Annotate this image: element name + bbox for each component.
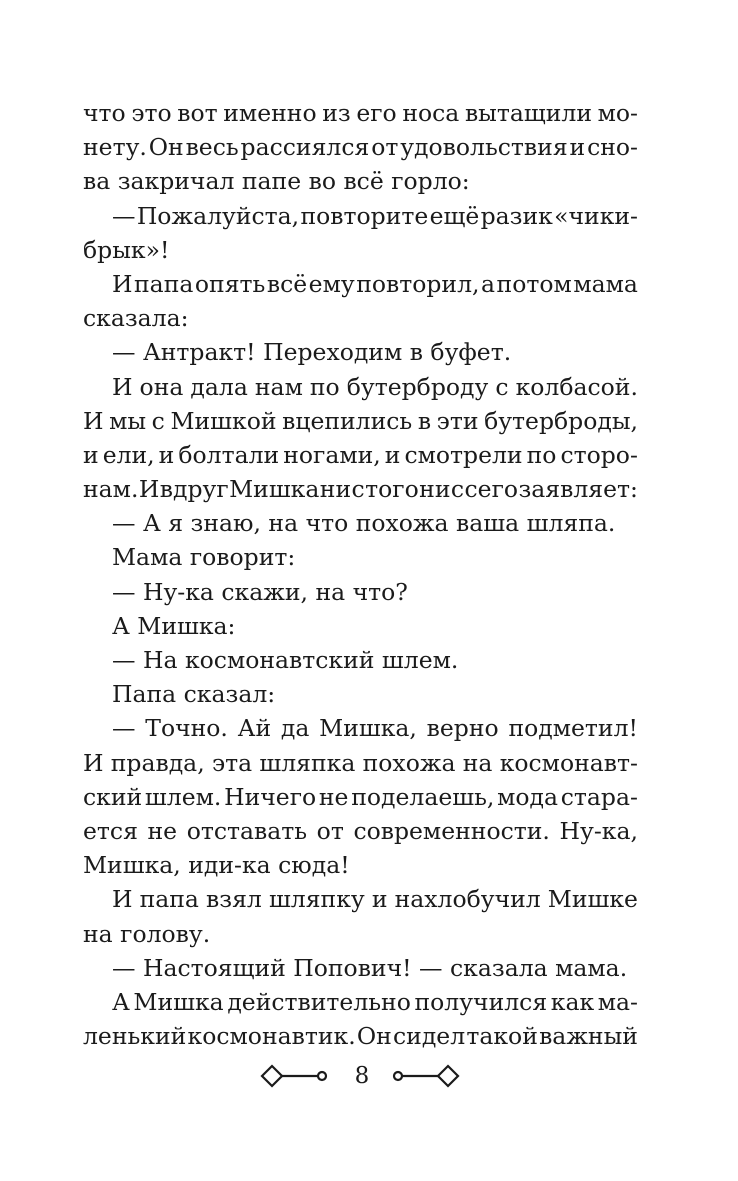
word: И — [138, 475, 160, 504]
text-line: Мама говорит: — [112, 543, 296, 572]
word: по — [309, 372, 340, 401]
text-line — [83, 746, 638, 780]
word: сего — [464, 475, 519, 504]
text-line: брык»! — [83, 235, 170, 264]
text-line — [83, 370, 638, 404]
text-line — [83, 130, 638, 164]
word: бутерброду — [346, 372, 489, 401]
word: от — [371, 133, 399, 162]
text-line: А Мишка: — [112, 611, 236, 640]
word: Точно. — [145, 714, 228, 743]
word: с — [351, 475, 365, 504]
text-line: — А я знаю, на что похожа ваша шляпа. — [112, 509, 616, 538]
word: похожа — [362, 748, 456, 777]
word: эта — [211, 748, 253, 777]
word: папа — [139, 885, 199, 914]
text-line: Мишка, иди-ка сюда! — [83, 851, 350, 880]
word: всё — [266, 269, 308, 298]
word: эти — [436, 406, 479, 435]
word: «чики- — [554, 201, 638, 230]
word: ма- — [597, 987, 638, 1016]
word: нахлобучил — [394, 885, 541, 914]
word: вдруг — [159, 475, 229, 504]
word: Пожалуйста, — [136, 201, 300, 230]
word: Он — [356, 1022, 392, 1051]
word: мода — [497, 782, 559, 811]
word: именно — [223, 99, 317, 127]
word: вцепились — [282, 406, 413, 435]
word: не — [147, 816, 178, 845]
word: удовольствия — [400, 133, 568, 162]
word: опять — [194, 269, 266, 298]
word: подметил! — [508, 714, 638, 743]
text-line — [83, 199, 638, 233]
word: а — [481, 269, 496, 298]
text-line: сказала: — [83, 304, 189, 333]
word: повторил, — [356, 269, 480, 298]
word: Мишка, — [319, 714, 417, 743]
word: и — [384, 440, 401, 469]
word: шляпка — [259, 748, 356, 777]
text-line — [83, 882, 638, 916]
word: не — [318, 782, 349, 811]
word: потом — [496, 269, 572, 298]
word: по — [526, 440, 557, 469]
word: ногами, — [283, 440, 381, 469]
text-line — [83, 404, 638, 438]
word: что — [83, 99, 126, 127]
word: его — [356, 99, 397, 127]
word: И — [112, 372, 133, 401]
word: — — [112, 201, 136, 230]
word: с — [450, 475, 465, 504]
word: взял — [206, 885, 262, 914]
text-line: ва закричал папе во всё горло: — [83, 167, 470, 196]
word: ели, — [102, 440, 155, 469]
word: вытащили — [464, 99, 592, 127]
word: с — [151, 406, 165, 435]
word: ленький — [83, 1022, 187, 1051]
word: И — [112, 885, 133, 914]
text-line — [83, 472, 638, 506]
word: мы — [109, 406, 147, 435]
text-line — [83, 438, 638, 472]
text-line — [83, 267, 638, 301]
word: Мишке — [547, 885, 638, 914]
word: носа — [402, 99, 460, 127]
word: вот — [177, 99, 218, 127]
book-page-text — [83, 96, 638, 1053]
word: современности. — [353, 816, 550, 845]
word: на — [462, 748, 493, 777]
word: повторите — [300, 201, 429, 230]
word: действительно — [227, 987, 411, 1016]
word: И — [83, 748, 104, 777]
word: космонавтик. — [187, 1022, 356, 1051]
word: весь — [185, 133, 239, 162]
word: получился — [414, 987, 548, 1016]
word: смотрели — [404, 440, 523, 469]
word: ни — [419, 475, 451, 504]
word: мама — [573, 269, 638, 298]
word: ский — [83, 782, 143, 811]
word: бутерброды, — [484, 406, 638, 435]
text-line — [83, 814, 638, 848]
word: такой — [466, 1022, 538, 1051]
word: ется — [83, 816, 138, 845]
word: нету. — [83, 133, 147, 162]
word: болтали — [178, 440, 280, 469]
text-line — [83, 711, 638, 745]
text-line — [83, 96, 638, 130]
word: и — [83, 440, 99, 469]
word: заявляет: — [518, 475, 638, 504]
page-footer — [0, 1058, 738, 1098]
text-line: Папа сказал: — [112, 680, 276, 709]
word: рассиялся — [240, 133, 370, 162]
word: это — [131, 99, 172, 127]
word: из — [322, 99, 351, 127]
word: от — [316, 816, 344, 845]
word: И — [83, 406, 104, 435]
word: ещё — [429, 201, 480, 230]
word: Мишка — [133, 987, 224, 1016]
text-line: — Ну-ка скажи, на что? — [112, 577, 408, 606]
word: Он — [148, 133, 184, 162]
word: — — [112, 714, 136, 743]
word: правда, — [110, 748, 205, 777]
word: шляпку — [268, 885, 365, 914]
word: ему — [308, 269, 355, 298]
word: верно — [426, 714, 499, 743]
word: космонавт- — [499, 748, 638, 777]
text-line: — На космонавтский шлем. — [112, 646, 459, 674]
word: дала — [190, 372, 248, 401]
word: папа — [134, 269, 194, 298]
word: Ну-ка, — [559, 816, 638, 845]
word: да — [280, 714, 310, 743]
text-line — [83, 985, 638, 1019]
word: как — [550, 987, 595, 1016]
text-line — [83, 1019, 638, 1053]
word: разик — [480, 201, 553, 230]
word: и — [569, 133, 586, 162]
word: А — [112, 987, 130, 1016]
word: нам — [254, 372, 303, 401]
word: сторо- — [560, 440, 638, 469]
word: в — [417, 406, 432, 435]
text-line: на голову. — [83, 919, 211, 948]
text-line: — Антракт! Переходим в буфет. — [112, 338, 512, 367]
page-number: 8 — [354, 1063, 370, 1089]
word: нам. — [83, 475, 139, 504]
text-line — [83, 780, 638, 814]
word: и — [158, 440, 175, 469]
word: поделаешь, — [351, 782, 495, 811]
word: мо- — [597, 99, 638, 127]
left-ornament-icon — [259, 1058, 329, 1094]
word: сно- — [587, 133, 638, 162]
word: и — [371, 885, 388, 914]
word: Мишкой — [170, 406, 277, 435]
word: шлем. — [144, 782, 222, 811]
text-line: — Настоящий Попович! — сказала мама. — [112, 953, 628, 982]
word: отставать — [186, 816, 308, 845]
word: старa- — [560, 782, 638, 811]
word: того — [365, 475, 419, 504]
word: сидел — [393, 1022, 466, 1051]
word: колбасой. — [515, 372, 638, 401]
word: Мишка — [229, 475, 320, 504]
word: с — [495, 372, 509, 401]
word: ни — [319, 475, 352, 504]
word: важный — [539, 1022, 638, 1051]
word: она — [139, 372, 184, 401]
right-ornament-icon — [391, 1058, 461, 1094]
word: И — [112, 269, 133, 298]
word: Ай — [237, 714, 272, 743]
word: Ничего — [224, 782, 317, 811]
